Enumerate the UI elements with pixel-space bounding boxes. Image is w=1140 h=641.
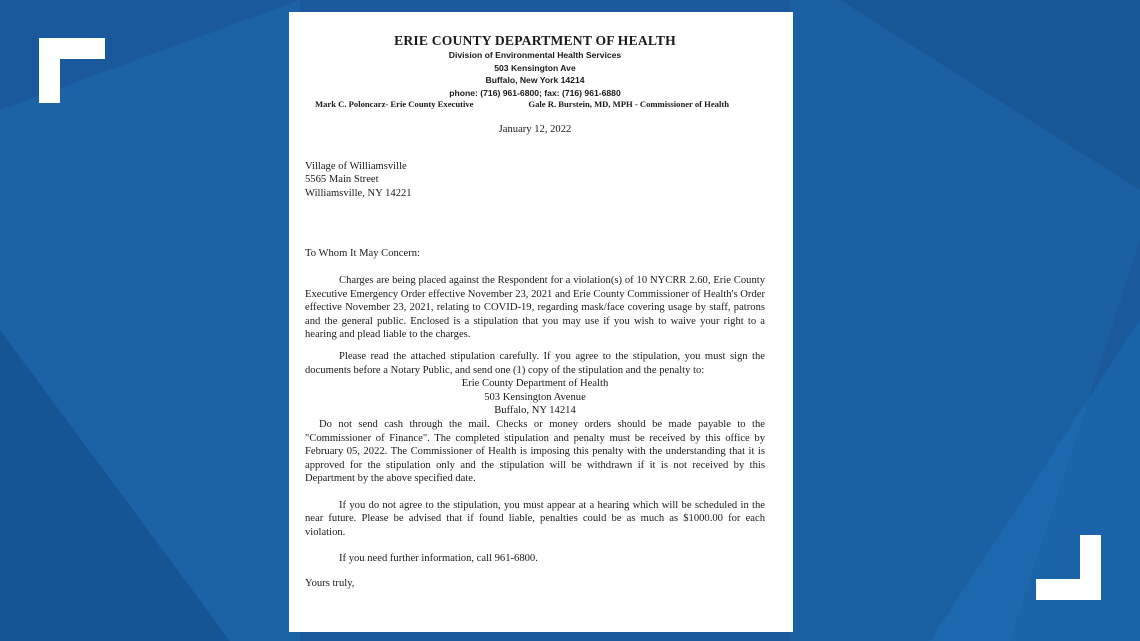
mailing-address-line: 503 Kensington Avenue: [484, 391, 586, 403]
paragraph-stipulation: Please read the attached stipulation carefully. If you agree to the stipulation, you must sign the documents before a Notary Public, and send one (1) copy of the stipulation and the penalty to:: [305, 350, 765, 376]
commissioner-of-health: Gale R. Burstein, MD, MPH - Commissioner of Health: [528, 99, 729, 109]
county-executive: Mark C. Poloncarz- Erie County Executive: [315, 99, 474, 109]
city-address: Buffalo, New York 14214: [485, 75, 585, 85]
greeting: To Whom It May Concern:: [305, 248, 420, 260]
street-address: 503 Kensington Ave: [494, 62, 576, 73]
mailing-address-line: Buffalo, NY 14214: [494, 405, 576, 417]
paragraph-charges: Charges are being placed against the Respondent for a violation(s) of 10 NYCRR 2.60, Erie County Executive Emergency Order effective November 23, 2021 and Erie County Commissioner of Health's Order effective November 23, 2021, relating to COVID-19, regarding mask/face covering usage by staff, patrons and the general public. Enclosed is a stipulation that you may use if you wish to waive your right to a hearing and plead liable to the charges.: [305, 274, 765, 341]
closing: Yours truly,: [305, 578, 355, 590]
paragraph-payment: Do not send cash through the mail. Checks or money orders should be made payable to the "Commissioner of Finance". The completed stipulation and penalty must be received by this office by February 05, 2022. The Commissioner of Health is imposing this penalty with the understanding that it is approved for the stipulation only and the stipulation will be withdrawn if it is not received by this Department by the above specified date.: [305, 418, 765, 485]
mailing-address: [305, 377, 765, 418]
recipient-city: Williamsville, NY 14221: [305, 187, 412, 199]
letter-date: January 12, 2022: [498, 124, 572, 135]
corner-bracket-top-left: [39, 38, 60, 103]
corner-bracket-bottom-right: [1036, 579, 1101, 600]
paragraph-hearing: If you do not agree to the stipulation, you must appear at a hearing which will be scheduled in the near future. Please be advised that if found liable, penalties could be as much as $1000.00 for each violation.: [305, 499, 765, 539]
recipient-address: [305, 160, 765, 201]
contact-numbers: phone: (716) 961-6800; fax: (716) 961-6880: [449, 87, 621, 98]
department-name: ERIE COUNTY DEPARTMENT OF HEALTH: [394, 33, 676, 48]
letter-document: [289, 12, 793, 632]
recipient-street: 5565 Main Street: [305, 174, 379, 186]
letterhead: [305, 32, 765, 99]
division-name: Division of Environmental Health Services: [448, 50, 622, 60]
paragraph-contact: If you need further information, call 961-6800.: [339, 552, 538, 564]
officials-line: [305, 99, 765, 110]
recipient-name: Village of Williamsville: [305, 160, 407, 172]
mailing-address-line: Erie County Department of Health: [461, 378, 609, 390]
